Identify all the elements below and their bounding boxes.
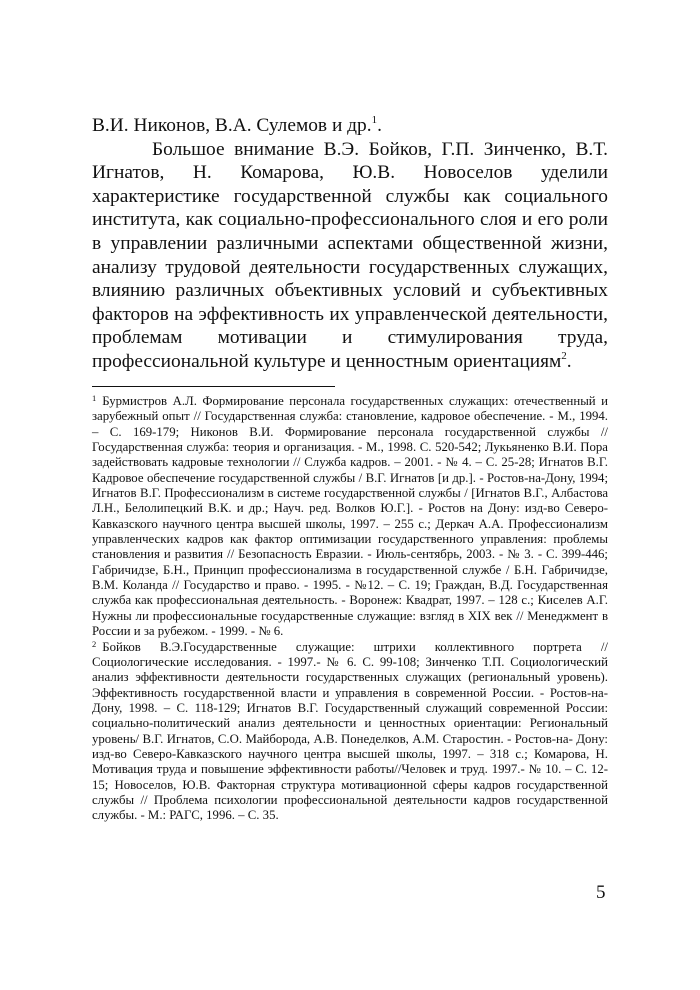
page-number: 5 [596, 882, 606, 903]
footnote-text-2: Бойков В.Э.Государственные служащие: штрихи коллективного портрета // Социологические исследования. - 1997.- № 6. С. 99-108; Зинченко Т.П. Социологический анализ эффективности деятельности государственных служащих (региональный уровень). Эффективность государственной власти и управления в современной России. - Ростов-на-Дону, 1998. – С. 118-129; Игнатов В.Г. Государственный служащий современной России: социально-политический анализ деятельности и ценностных ориентации: Региональный уровень/ В.Г. Игнатов, С.О. Майборода, А.В. Понеделков, А.М. Старостин. - Ростов-на- Дону: изд-во Северо-Кавказского научного центра высшей школы, 1997. – 318 с.; Комарова, Н. Мотивация труда и повышение эффективности работы//Человек и труд. 1997.- № 10. – С. 12-15; Новоселов, Ю.В. Факторная структура мотивационной сферы кадров государственной службы // Проблема психологии профессиональной деятельности кадров государственной службы. - М.: РАГС, 1996. – С. 35. [92, 639, 608, 823]
footnote-text-1: Бурмистров А.Л. Формирование персонала государственных служащих: отечественный и зарубежный опыт // Государственная служба: становление, кадровое обеспечение. - М., 1994. – С. 169-179; Никонов В.И. Формирование персонала государственной службы // Государственная служба: теория и организация. - М., 1998. С. 520-542; Лукьяненко В.И. Пора задействовать кадровые технологии // Служба кадров. – 2001. - № 4. – С. 25-28; Игнатов В.Г. Кадровое обеспечение государственной службы / В.Г. Игнатов [и др.]. - Ростов-на-Дону, 1994; Игнатов В.Г. Профессионализм в системе государственной службы / [Игнатов В.Г., Албастова Л.Н., Белолипецкий В.К. и др.; Науч. ред. Волков Ю.Г.]. - Ростов на Дону: изд-во Северо-Кавказского научного центра высшей школы, 1997. – 255 с.; Деркач А.А. Профессионализм управленческих кадров как фактор оптимизации государственного управления: проблемы становления и развития // Безопасность Евразии. - Июль-сентябрь, 2003. - № 3. - С. 399-446; Габричидзе, Б.Н., Принцип профессионализма в государственной службе / Б.Н. Габричидзе, В.М. Коланда // Государство и право. - 1995. - №12. – С. 19; Граждан, В.Д. Государственная служба как профессиональная деятельность. - Воронеж: Квадрат, 1997. – 128 с.; Киселев А.Г. Нужны ли профессиональные государственные служащие: взгляд в XIX век // Менеджмент в России и за рубежом. - 1999. - № 6. [92, 394, 608, 639]
paragraph-1-text: В.И. Никонов, В.А. Сулемов и др. [92, 115, 372, 136]
footnote-2 [92, 640, 608, 824]
footnote-separator [92, 386, 335, 387]
main-text [92, 114, 608, 374]
footnote-mark-2: 2 [92, 638, 97, 649]
paragraph-2 [92, 138, 608, 374]
paragraph-2-text: Большое внимание В.Э. Бойков, Г.П. Зинченко, В.Т. Игнатов, Н. Комарова, Ю.В. Новоселов уделили характеристике государственной службы как социального института, как социально-профессионального слоя и его роли в управлении различными аспектами общественной жизни, анализу трудовой деятельности государственных служащих, влиянию различных объективных условий и субъективных факторов на эффективность их управленческой деятельности, проблемам мотивации и стимулирования труда, профессиональной культуре и ценностным ориентациям [92, 138, 608, 372]
footnotes [92, 394, 608, 824]
paragraph-2-end: . [566, 350, 572, 372]
footnote-1 [92, 394, 608, 640]
footnote-ref-2: 2 [561, 349, 567, 362]
paragraph-1: В.И. Никонов, В.А. Сулемов и др.$^1$. [92, 114, 382, 136]
footnote-mark-1: 1 [92, 393, 97, 403]
footnote-ref-1: 1 [371, 114, 378, 126]
